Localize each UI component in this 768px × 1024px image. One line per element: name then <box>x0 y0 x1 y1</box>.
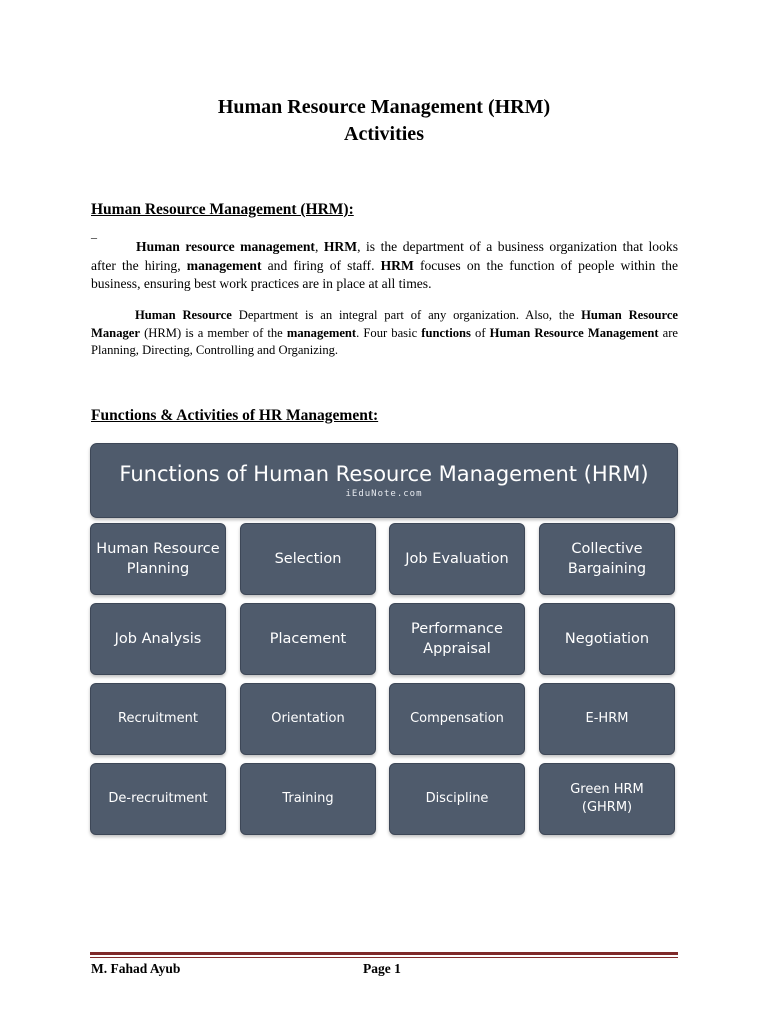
cell-label: E-HRM <box>585 711 629 726</box>
function-cell <box>240 603 376 675</box>
cell-label: Human Resource Planning <box>96 541 220 577</box>
function-cell <box>539 763 675 835</box>
bold-text: Human Resource Management <box>489 325 659 340</box>
function-cell <box>389 763 525 835</box>
cell-label: Recruitment <box>118 711 198 726</box>
paragraph-hrm-definition <box>91 238 678 294</box>
cell-label: Discipline <box>425 791 489 806</box>
footer-rule-thin <box>90 957 678 958</box>
cell-label: Orientation <box>271 711 345 726</box>
text-run: are Planning, Directing, Controlling and Organizing. <box>91 325 679 357</box>
dash-mark: _ <box>91 226 97 240</box>
bold-text: Human resource management <box>136 239 315 254</box>
function-cell <box>389 523 525 595</box>
text-run: , <box>314 239 324 254</box>
section-heading-hrm: Human Resource Management (HRM): <box>91 201 354 218</box>
title-line-1: Human Resource Management (HRM) <box>217 96 551 118</box>
title-line-2: Activities <box>344 123 424 145</box>
text-run: (HRM) is a member of the <box>139 325 287 340</box>
cell-label: Selection <box>274 551 342 567</box>
bold-text: functions <box>421 325 471 340</box>
function-cell <box>539 523 675 595</box>
text-run: and firing of staff. <box>261 257 381 273</box>
footer-rule-thick <box>90 952 678 955</box>
bold-text: Human Resource <box>135 308 232 322</box>
footer-page-number: Page 1 <box>363 961 401 976</box>
cell-label: Compensation <box>410 711 504 726</box>
text-run: , is the department of a business organization that looks after the hiring, <box>91 239 678 273</box>
function-cell <box>240 683 376 755</box>
cell-label: Green HRM (GHRM) <box>570 782 644 815</box>
cell-label: De-recruitment <box>108 791 208 806</box>
section-heading-functions: Functions & Activities of HR Management: <box>91 407 379 424</box>
function-cell <box>240 523 376 595</box>
hrm-functions-diagram <box>90 443 678 839</box>
text-run: of <box>470 325 490 340</box>
bold-text: management <box>286 325 357 340</box>
footer-author: M. Fahad Ayub <box>91 961 181 976</box>
cell-label: Job Evaluation <box>405 551 509 567</box>
cell-label: Negotiation <box>564 631 650 647</box>
cell-label: Job Analysis <box>114 631 202 647</box>
text-run: Department is an integral part of any organization. Also, the <box>231 308 582 322</box>
cell-label: Training <box>282 791 334 806</box>
function-cell <box>90 683 226 755</box>
function-cell <box>539 603 675 675</box>
diagram-header <box>90 443 678 518</box>
bold-text: Human Resource Manager <box>91 308 679 340</box>
text-run: . Four basic <box>356 325 422 340</box>
function-cell <box>90 763 226 835</box>
function-cell <box>90 603 226 675</box>
cell-label: Collective Bargaining <box>567 541 647 577</box>
function-cell <box>389 603 525 675</box>
function-cell <box>90 523 226 595</box>
bold-text: HRM <box>323 239 358 254</box>
bold-text: HRM <box>380 257 414 273</box>
cell-label: Performance Appraisal <box>411 621 503 657</box>
cell-label: Placement <box>269 631 347 647</box>
function-cell <box>389 683 525 755</box>
diagram-subtitle: iEduNote.com <box>345 489 423 499</box>
function-cell <box>539 683 675 755</box>
diagram-title: Functions of Human Resource Management (HRM) <box>119 462 649 486</box>
bold-text: management <box>186 257 262 273</box>
text-run: focuses on the function of people within the business, ensuring best work practices are in place at all times. <box>91 257 678 291</box>
document-title <box>0 94 768 148</box>
paragraph-hr-department <box>91 307 678 360</box>
function-cell <box>240 763 376 835</box>
